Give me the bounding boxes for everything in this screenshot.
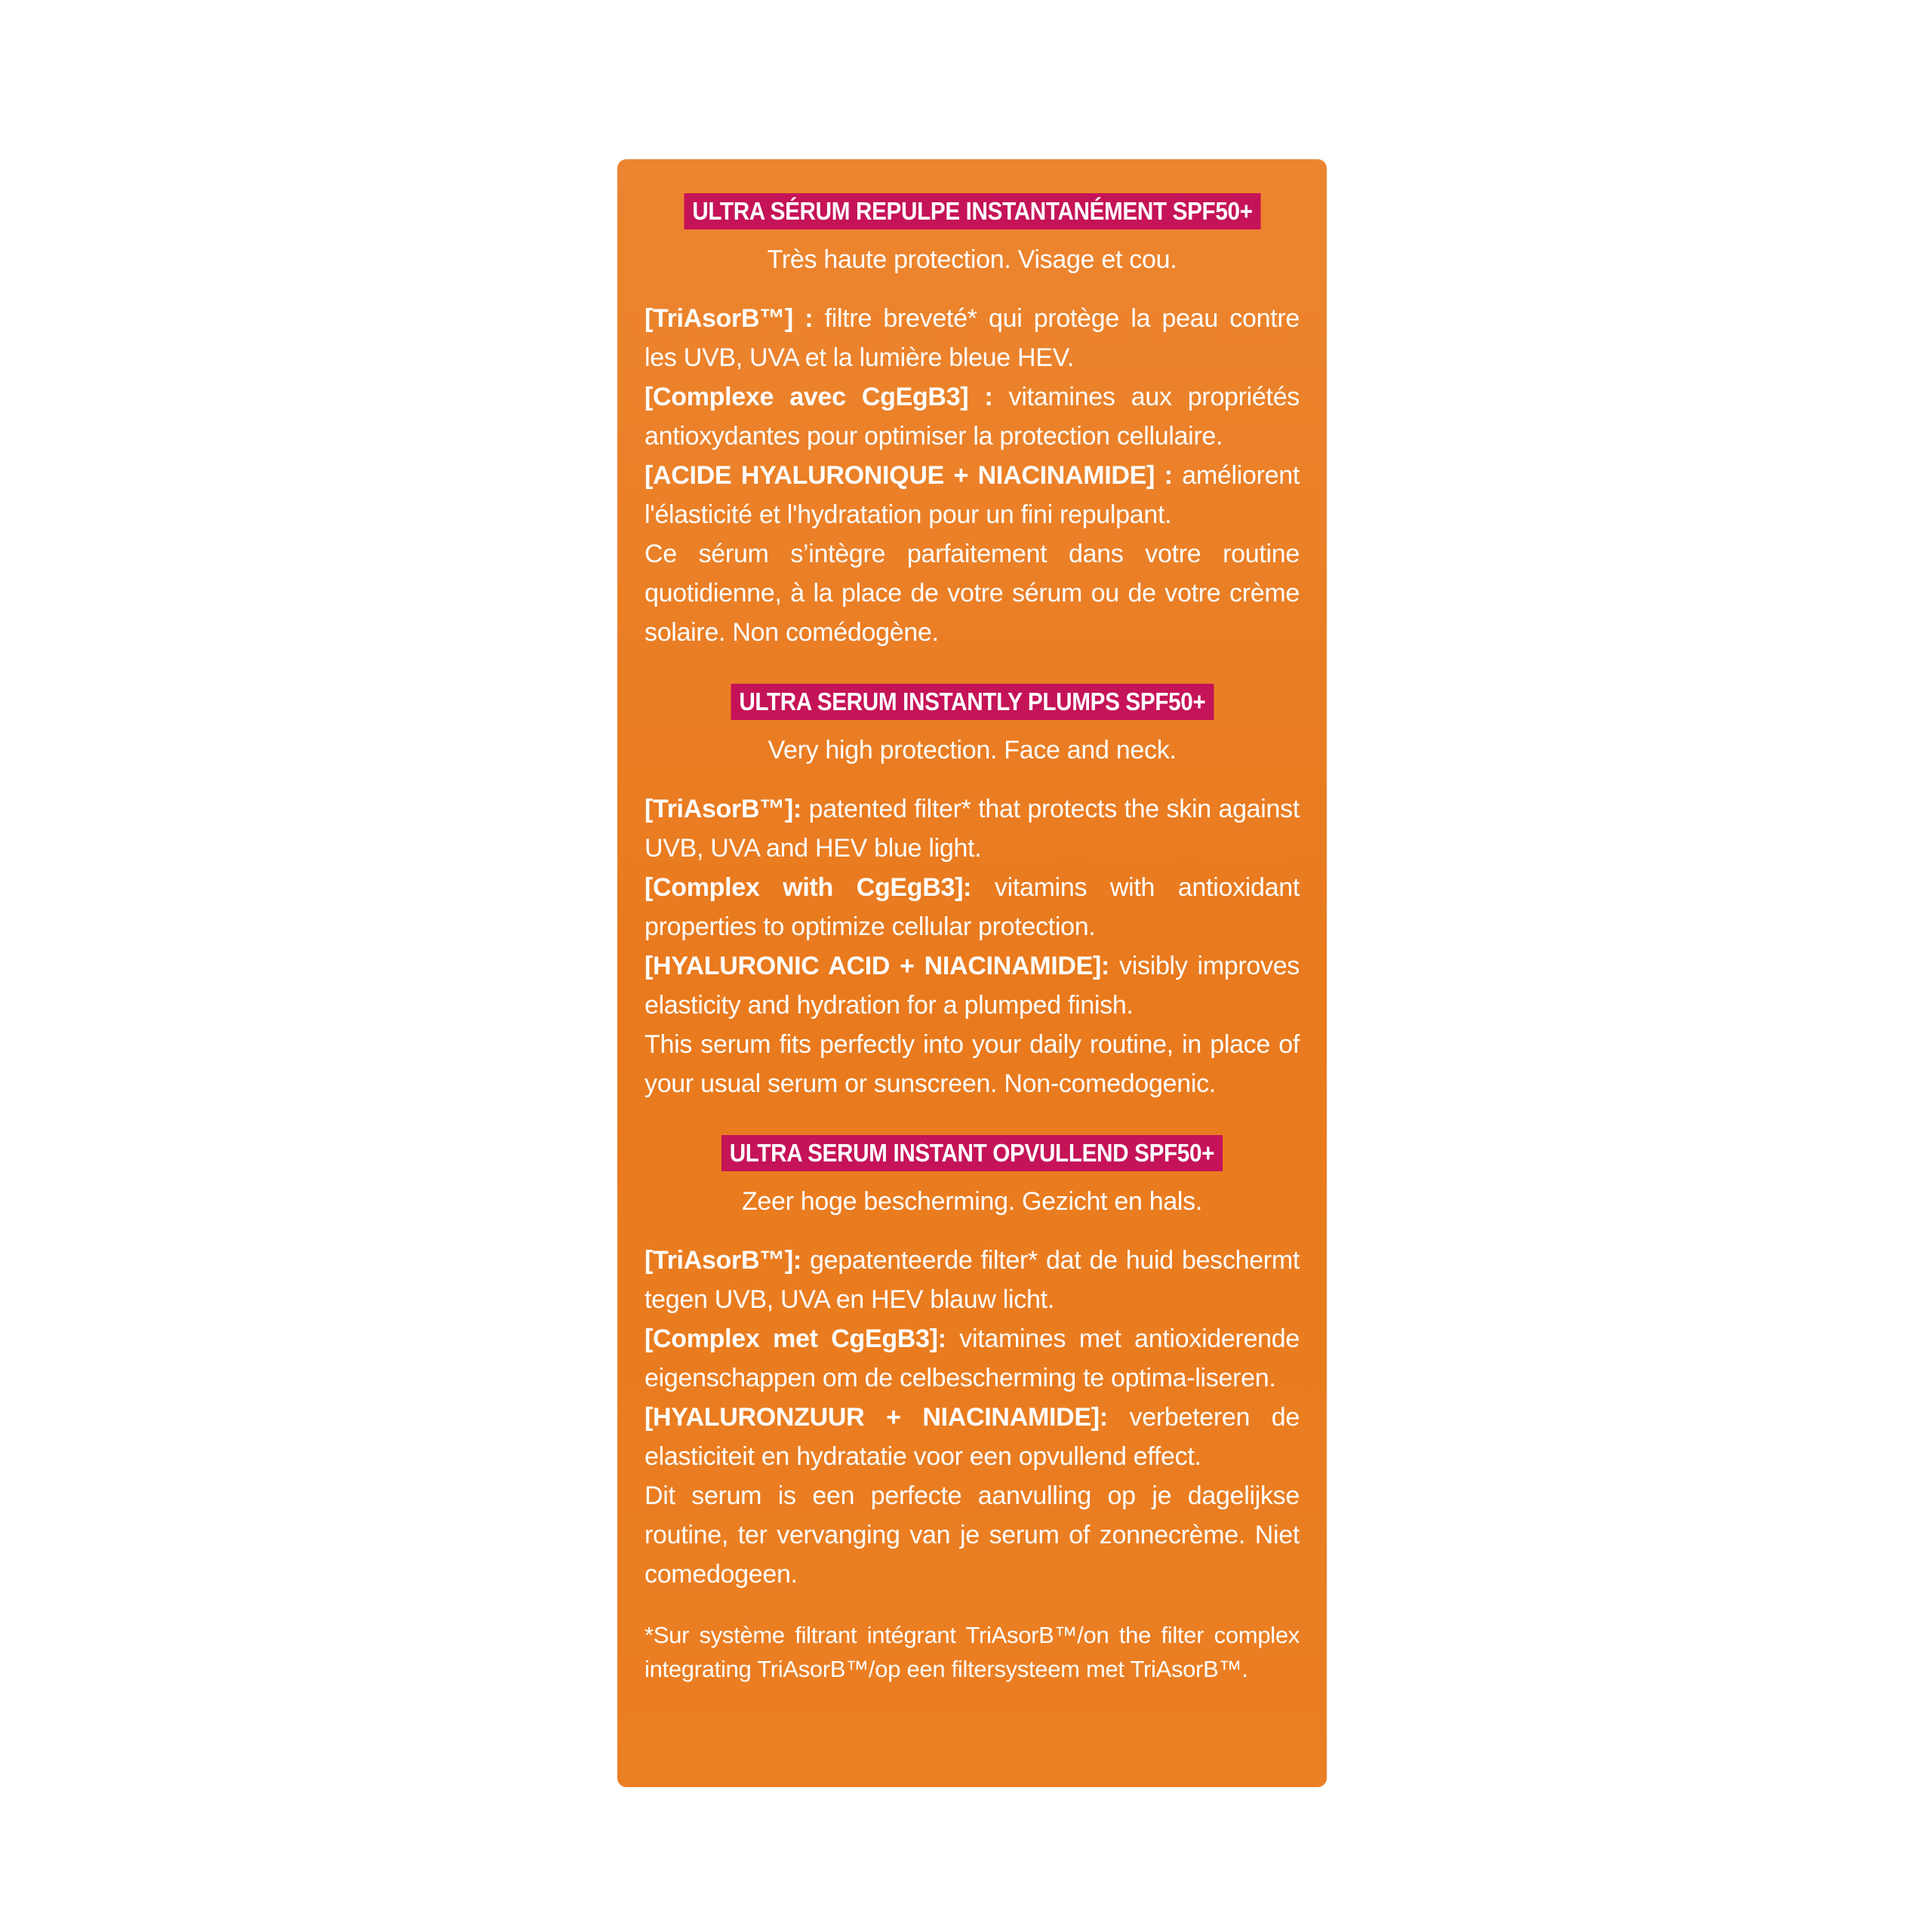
ingredient-label: [Complex met CgEgB3]: [645, 1324, 946, 1353]
description-line [645, 534, 1300, 652]
section-title: ULTRA SÉRUM REPULPE INSTANTANÉMENT SPF50+ [684, 193, 1260, 229]
description-text: Dit serum is een perfecte aanvulling op je dagelijkse routine, ter vervanging van je serum of zonnecrème. Niet comedogeen. [645, 1481, 1300, 1589]
ingredient-text: vitamins with antioxidant properties to optimize cellular protection. [645, 873, 1300, 941]
section-subtitle: Très haute protection. Visage et cou. [767, 245, 1177, 274]
section-subtitle: Very high protection. Face and neck. [768, 736, 1177, 764]
ingredient-text: vitamines aux propriétés antioxydantes pour optimiser la protection cellulaire. [645, 383, 1300, 451]
ingredient-text: patented filter* that protects the skin against UVB, UVA and HEV blue light. [645, 795, 1300, 863]
section-subtitle: Zeer hoge bescherming. Gezicht en hals. [741, 1187, 1203, 1216]
ingredient-text: gepatenteerde filter* dat de huid beschermt tegen UVB, UVA en HEV blauw licht. [645, 1246, 1300, 1314]
description-text: Ce sérum s’intègre parfaitement dans votre routine quotidienne, à la place de votre sérum ou de votre crème solaire. Non comédogène. [645, 540, 1300, 647]
ingredient-line [645, 789, 1300, 868]
section-english [645, 684, 1300, 1103]
description-line [645, 1025, 1300, 1103]
ingredient-line [645, 299, 1300, 377]
ingredient-text: filtre breveté* qui protège la peau contre les UVB, UVA et la lumière bleue HEV. [645, 304, 1300, 372]
ingredient-label: [HYALURONZUUR + NIACINAMIDE]: [645, 1403, 1108, 1432]
ingredient-line [645, 377, 1300, 456]
ingredient-line [645, 1241, 1300, 1319]
ingredient-label: [Complexe avec CgEgB3] : [645, 383, 993, 411]
ingredient-line [645, 456, 1300, 534]
ingredient-line [645, 868, 1300, 946]
ingredient-label: [ACIDE HYALURONIQUE + NIACINAMIDE] : [645, 461, 1173, 490]
ingredient-text: améliorent l'élasticité et l'hydratation pour un fini repulpant. [645, 461, 1300, 529]
ingredient-label: [TriAsorB™] : [645, 304, 814, 333]
ingredient-line [645, 946, 1300, 1025]
section-french [645, 193, 1300, 652]
ingredient-text: vitamines met antioxiderende eigenschappen om de celbescherming te optima-liseren. [645, 1324, 1300, 1392]
section-dutch [645, 1135, 1300, 1594]
description-line [645, 1476, 1300, 1594]
ingredient-line [645, 1319, 1300, 1398]
section-title: ULTRA SERUM INSTANT OPVULLEND SPF50+ [721, 1135, 1223, 1171]
product-info-panel [617, 159, 1327, 1787]
section-title: ULTRA SERUM INSTANTLY PLUMPS SPF50+ [731, 684, 1214, 720]
ingredient-label: [TriAsorB™]: [645, 1246, 801, 1275]
ingredient-text: verbeteren de elasticiteit en hydratatie voor een opvullend effect. [645, 1403, 1300, 1471]
ingredient-text: visibly improves elasticity and hydration for a plumped finish. [645, 952, 1300, 1020]
ingredient-label: [HYALURONIC ACID + NIACINAMIDE]: [645, 952, 1110, 980]
ingredient-label: [TriAsorB™]: [645, 795, 801, 823]
ingredient-line [645, 1398, 1300, 1476]
ingredient-label: [Complex with CgEgB3]: [645, 873, 972, 902]
footnote: *Sur système filtrant intégrant TriAsorB™/on the filter complex integrating TriAsorB™/op een filtersysteem met TriAsorB™. [645, 1622, 1300, 1682]
description-text: This serum fits perfectly into your daily routine, in place of your usual serum or sunscreen. Non-comedogenic. [645, 1030, 1300, 1098]
